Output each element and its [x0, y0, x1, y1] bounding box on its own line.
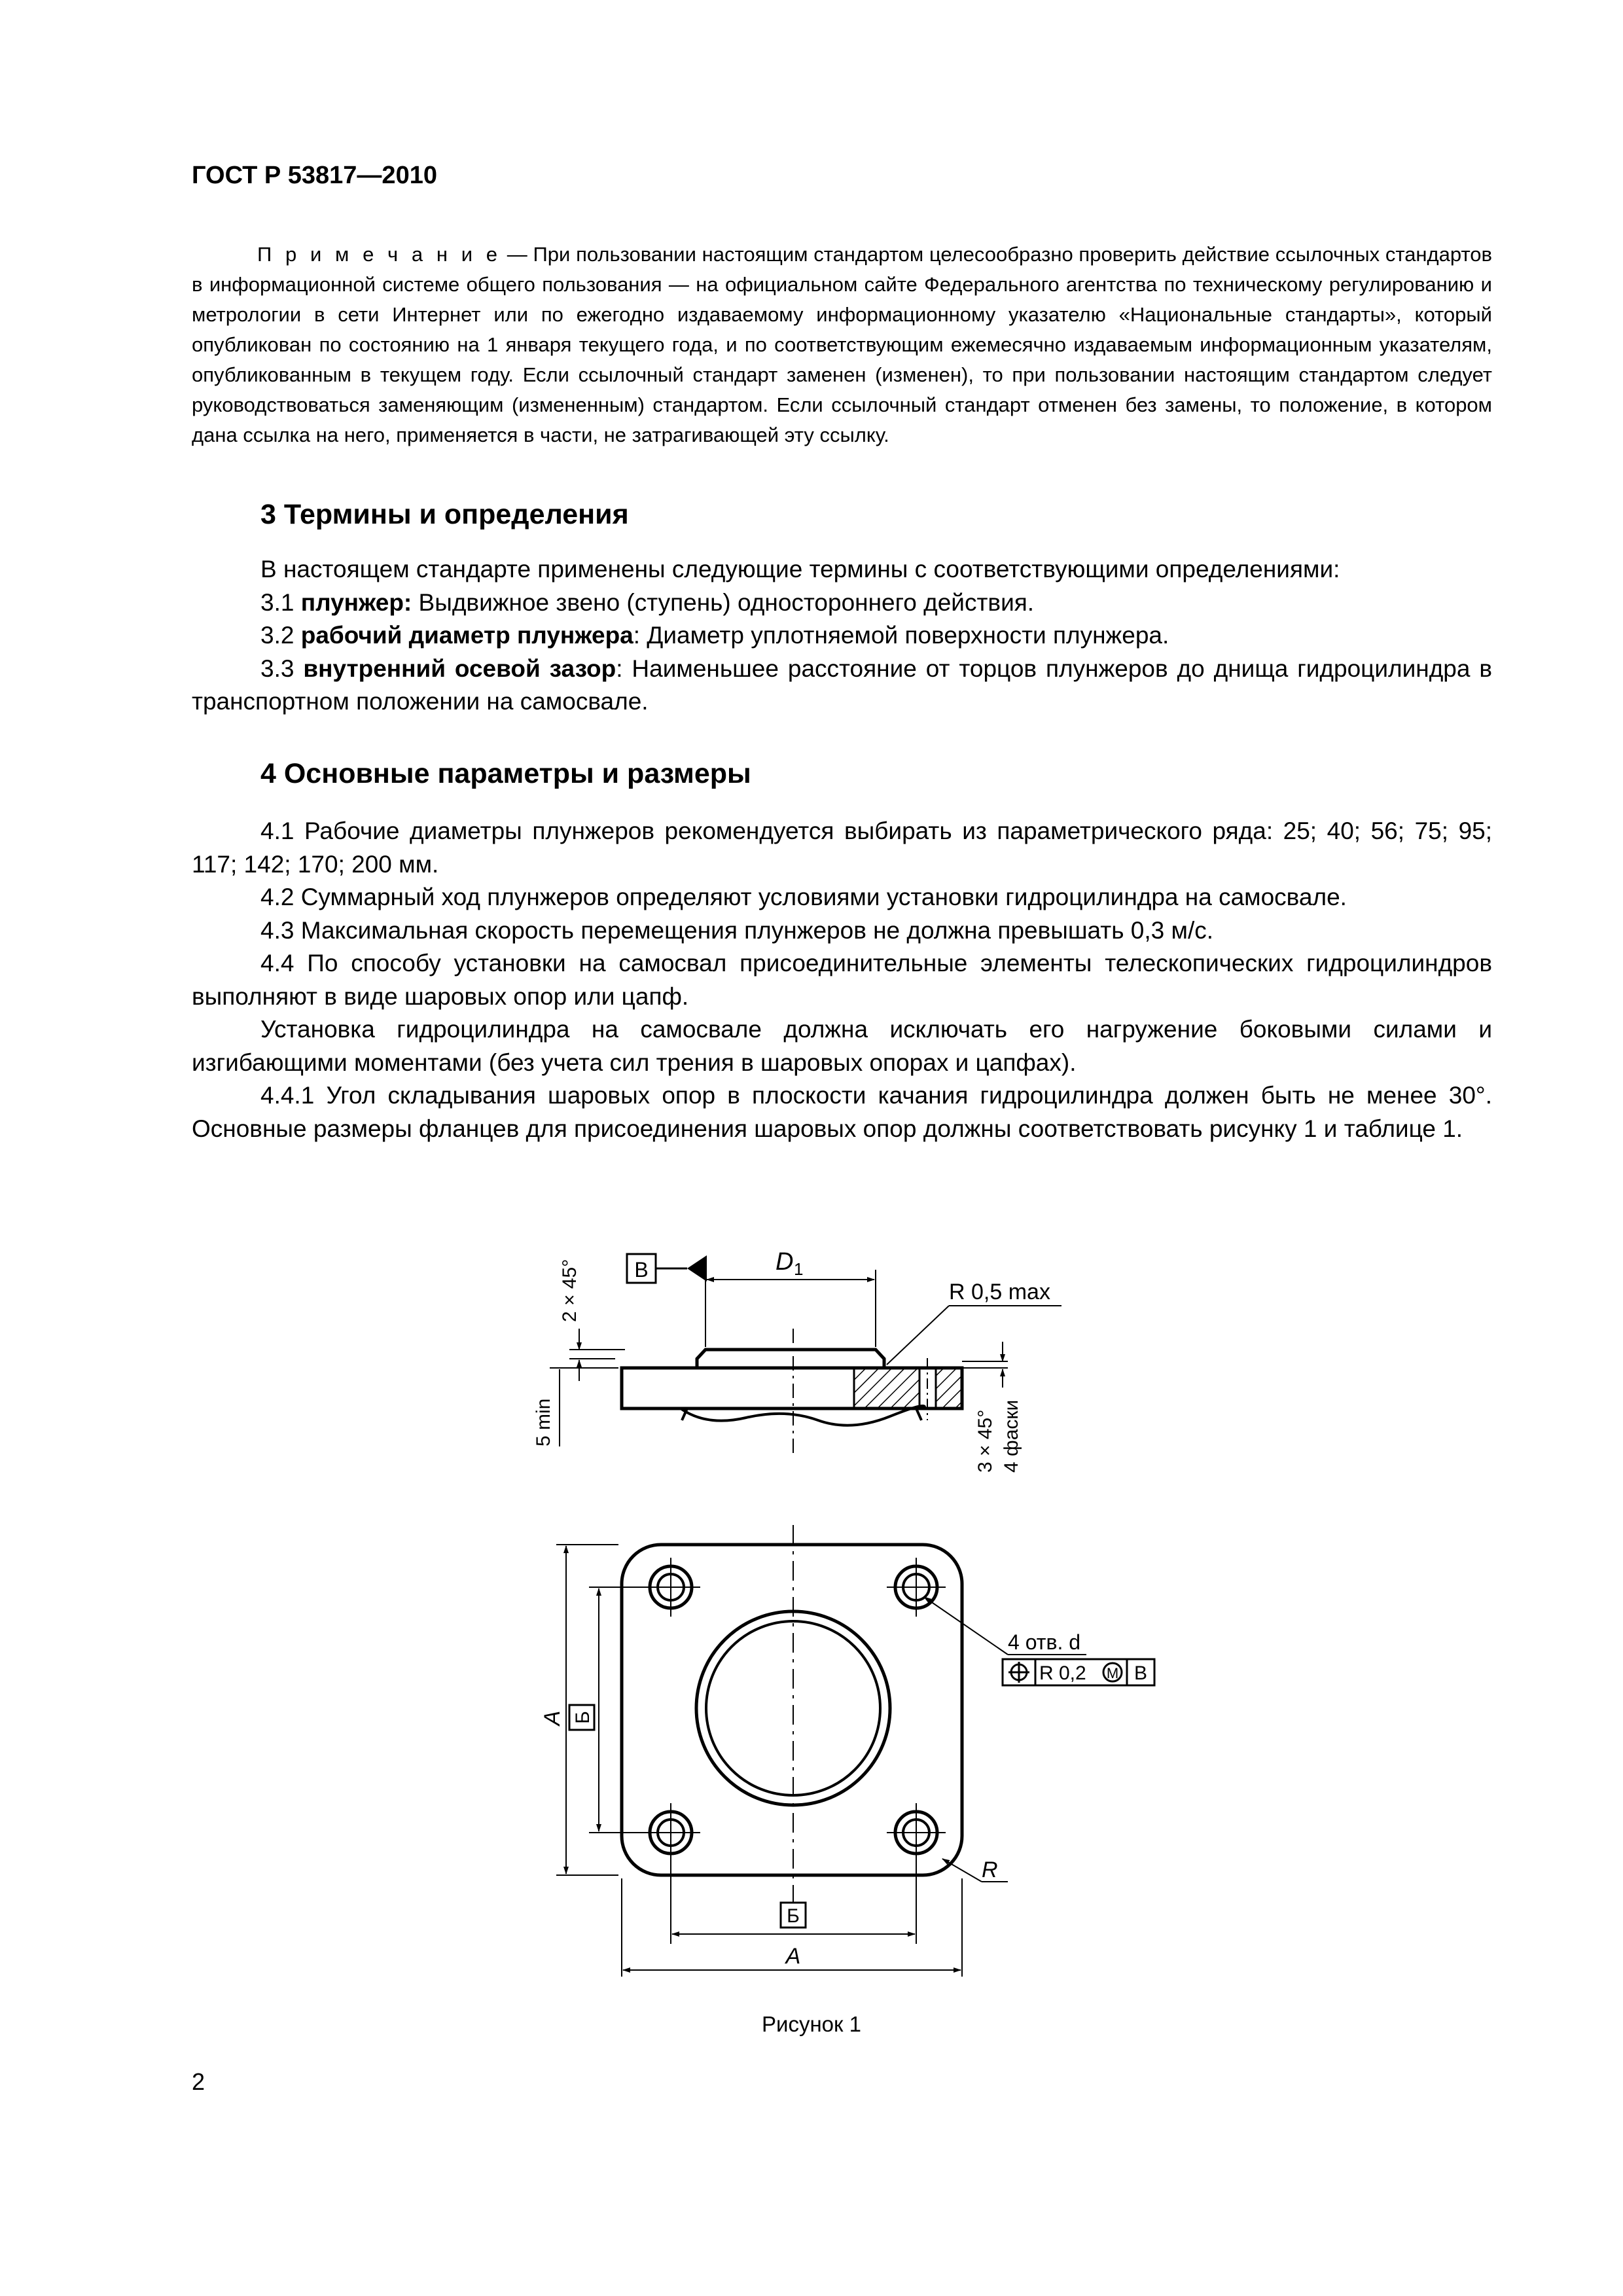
- chamfer-side-label: 3 × 45°: [974, 1409, 996, 1473]
- flange-drawing: [510, 1230, 1178, 1983]
- term-definition: : Диаметр уплотняемой поверхности плунжера.: [633, 622, 1169, 649]
- note-block: [192, 240, 1492, 450]
- r05-label: R 0,5 max: [949, 1280, 1050, 1304]
- term-number: 3.3: [260, 655, 304, 682]
- break-edge: [916, 1408, 921, 1420]
- bolt-hole: [887, 1558, 946, 1617]
- holes-label: 4 отв. d: [1008, 1630, 1081, 1654]
- paragraph-4-1: 4.1 Рабочие диаметры плунжеров рекомендуется выбирать из параметрического ряда: 25; 40; 56; 75; 95; 117; 142; 170; 200 мм.: [192, 817, 1492, 878]
- paragraph-4-4-note: Установка гидроцилиндра на самосвале должна исключать его нагружение боковыми силами и изгибающими моментами (без учета сил трения в шаровых опорах и цапфах).: [192, 1016, 1492, 1076]
- page-number: 2: [192, 2068, 205, 2095]
- paragraph-4-4: 4.4 По способу установки на самосвал присоединительные элементы телескопических гидроцилиндров выполняют в виде шаровых опор или цапф.: [192, 950, 1492, 1010]
- boss-outline: [697, 1350, 884, 1368]
- radius-leader: [887, 1306, 949, 1365]
- hatched-section: [936, 1368, 962, 1408]
- tolerance-datum: В: [1133, 1662, 1148, 1684]
- hatched-section: [854, 1368, 919, 1408]
- section-3-body: [192, 553, 1492, 719]
- section-3-intro: В настоящем стандарте применены следующие термины с соответствующими определениями:: [260, 556, 1340, 583]
- chamfer-top-label: 2 × 45°: [559, 1259, 580, 1322]
- plan-view: [540, 1525, 1154, 1977]
- b-left-label: Б: [572, 1711, 594, 1724]
- term-name: рабочий диаметр плунжера: [300, 622, 633, 649]
- chamfer-count-label: 4 фаски: [1001, 1399, 1022, 1473]
- side-view: [533, 1248, 1061, 1473]
- tolerance-value: R 0,2: [1039, 1662, 1086, 1684]
- bolt-hole: [887, 1803, 946, 1862]
- term-number: 3.1: [260, 588, 301, 616]
- datum-b-label: В: [634, 1258, 649, 1282]
- a-bottom-label: A: [785, 1944, 801, 1969]
- flange-plan-outline: [622, 1545, 962, 1875]
- paragraph-4-4-1: 4.4.1 Угол складывания шаровых опор в плоскости качания гидроцилиндра должен быть не менее 30°. Основные размеры фланцев для присоединения шаровых опор должны соответствовать рисунку 1 и таблице 1.: [192, 1082, 1492, 1142]
- note-label: П р и м е ч а н и е: [257, 243, 502, 266]
- term-name: плунжер:: [300, 588, 412, 616]
- section-4-heading: 4 Основные параметры и размеры: [260, 758, 751, 789]
- hole-leader: [924, 1597, 1008, 1655]
- datum-triangle: [687, 1255, 707, 1282]
- paragraph-4-2: 4.2 Суммарный ход плунжеров определяют условиями установки гидроцилиндра на самосвале.: [260, 884, 1347, 910]
- a-left-label: A: [540, 1710, 565, 1726]
- r-label: R: [982, 1857, 998, 1882]
- min5-label: 5 min: [533, 1398, 554, 1446]
- paragraph-4-3: 4.3 Максимальная скорость перемещения плунжеров не должна превышать 0,3 м/с.: [260, 916, 1214, 944]
- term-definition: : Наименьшее расстояние от торцов плунжеров до днища гидроцилиндра в транспортном положении на самосвале.: [192, 655, 1492, 715]
- d1-label: D: [776, 1248, 794, 1276]
- figure-caption: Рисунок 1: [762, 2012, 861, 2036]
- r-leader: [942, 1859, 982, 1882]
- term-number: 3.2: [260, 622, 301, 649]
- section-4-body: [192, 815, 1492, 1145]
- term-name: внутренний осевой зазор: [303, 655, 616, 682]
- mmc-label: M: [1106, 1665, 1119, 1681]
- term-3-3: [192, 653, 1492, 719]
- term-3-1: [192, 586, 1492, 620]
- note-paragraph: [192, 240, 1492, 450]
- term-3-2: [192, 619, 1492, 653]
- b-bottom-label: Б: [787, 1905, 800, 1927]
- section-3-heading: 3 Термины и определения: [260, 499, 629, 530]
- term-definition: Выдвижное звено (ступень) одностороннего действия.: [412, 588, 1035, 616]
- note-text: — При пользовании настоящим стандартом целесообразно проверить действие ссылочных стандартов в информационной системе общего пользования — на официальном сайте Федерального агентства по техническому регулированию и метрологии в сети Интернет или по ежегодно издаваемому информационному указателю «Национальные стандарты», который опубликован по состоянию на 1 января текущего года, и по соответствующим ежемесячно издаваемым информационным указателям, опубликованным в текущем году. Если ссылочный стандарт заменен (изменен), то при пользовании настоящим стандартом следует руководствоваться заменяющим (измененным) стандартом. Если ссылочный стандарт отменен без замены, то положение, в котором дана ссылка на него, применяется в части, не затрагивающей эту ссылку.: [192, 243, 1493, 446]
- document-header: ГОСТ Р 53817—2010: [192, 162, 437, 189]
- position-tolerance-frame: [1003, 1659, 1154, 1685]
- d1-subscript: 1: [794, 1259, 804, 1279]
